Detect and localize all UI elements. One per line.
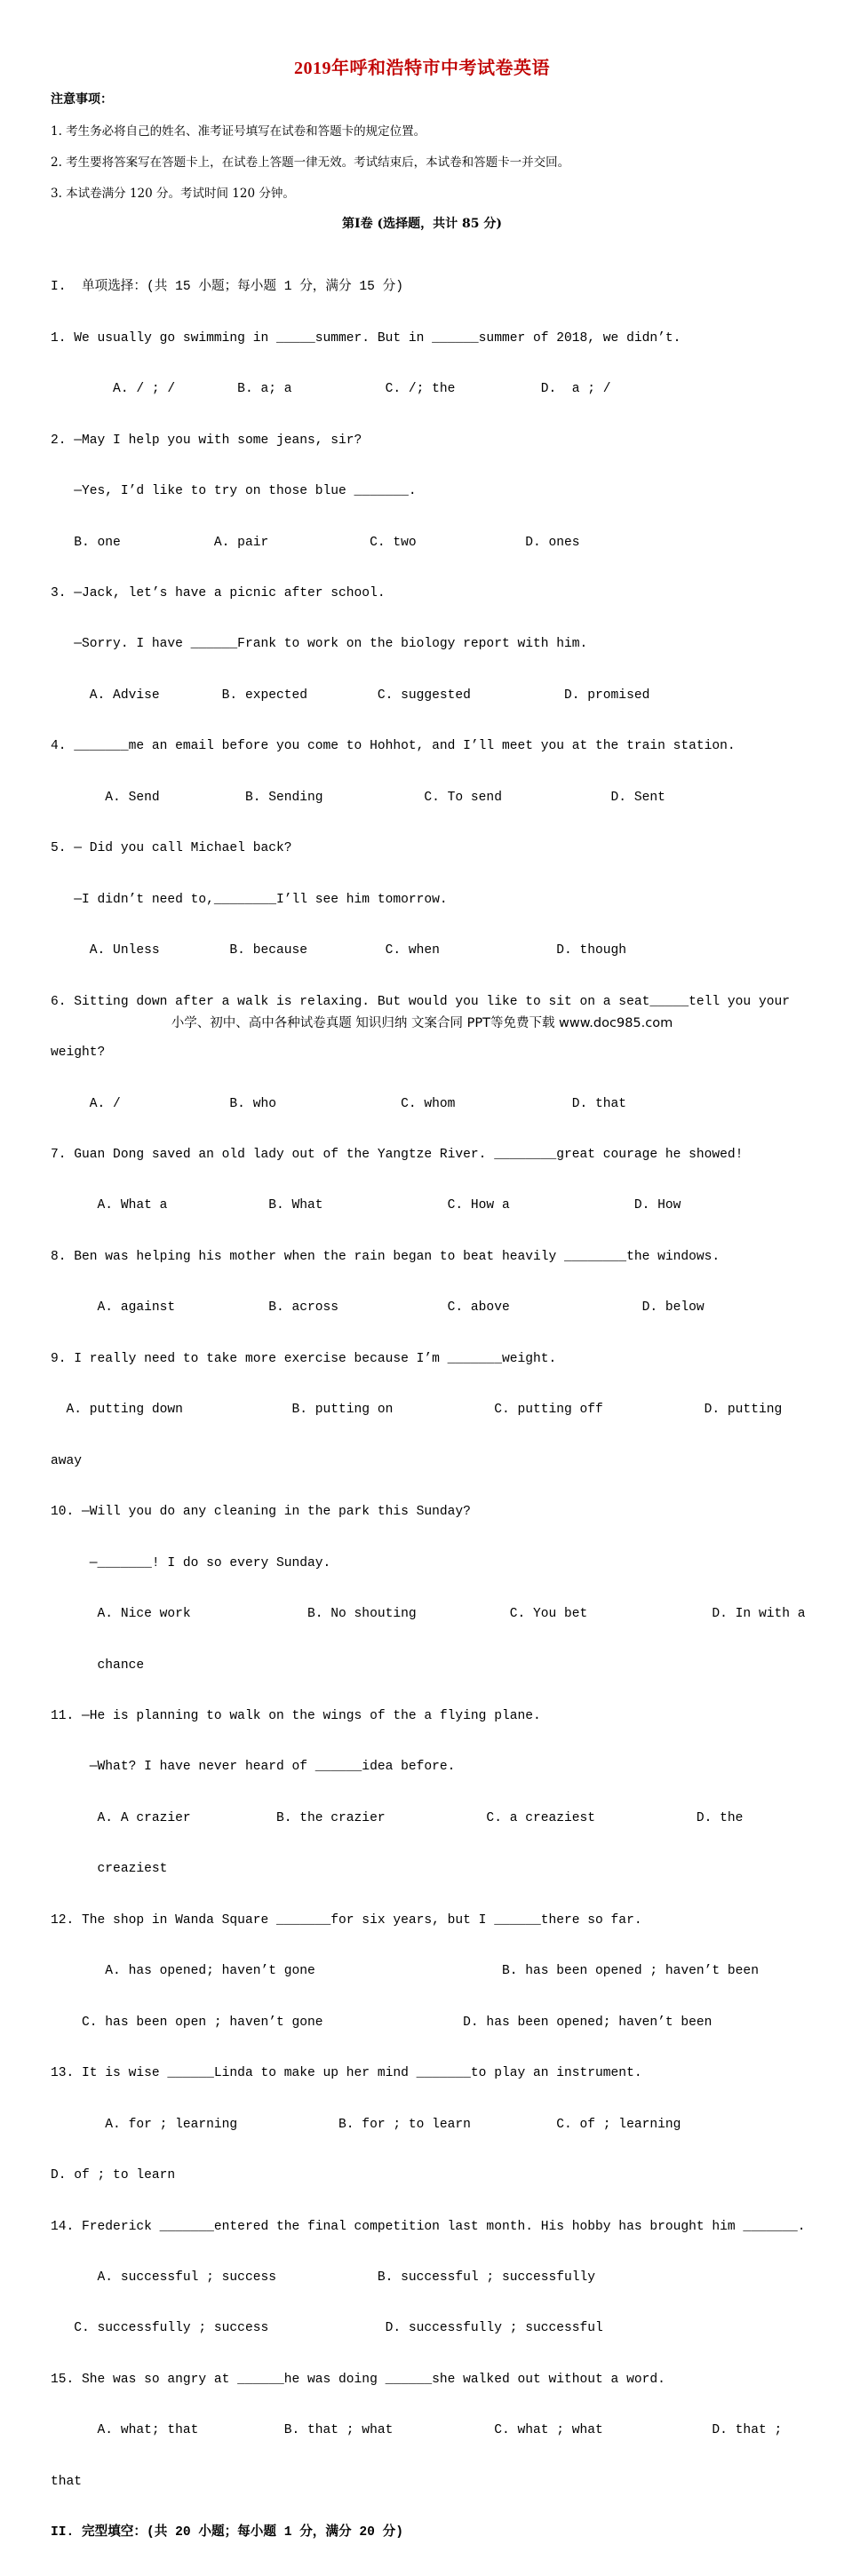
question-line: weight? xyxy=(51,1046,106,1061)
questions-block xyxy=(51,245,806,2576)
question-line: —I didn’t need to,________I’ll see him tomorrow. xyxy=(51,892,448,907)
question-line: 7. Guan Dong saved an old lady out of the Yangtze River. ________great courage he showed! xyxy=(51,1148,744,1163)
question-line: 14. Frederick _______entered the final competition last month. His hobby has brought him _______. xyxy=(51,2219,806,2234)
note-item: 1. 考生务必将自己的姓名、准考证号填写在试卷和答题卡的规定位置。 xyxy=(51,124,426,139)
question-line: D. of ; to learn xyxy=(51,2168,176,2183)
question-line: C. successfully ; success D. successfully ; successful xyxy=(51,2321,603,2336)
question-line: creaziest xyxy=(51,1862,168,1877)
question-line: 3. —Jack, let’s have a picnic after school. xyxy=(51,586,386,601)
question-line: A. / ; / B. a; a C. /; the D. a ; / xyxy=(51,382,611,397)
question-line: 6. Sitting down after a walk is relaxing. But would you like to sit on a seat_____tell you your xyxy=(51,994,790,1009)
question-line: A. successful ; success B. successful ; successfully xyxy=(51,2270,596,2285)
question-line: A. A crazier B. the crazier C. a creaziest D. the xyxy=(51,1810,744,1825)
question-line: A. Advise B. expected C. suggested D. promised xyxy=(51,688,650,703)
question-line: —Yes, I’d like to try on those blue _______. xyxy=(51,484,417,499)
question-line: 11. —He is planning to walk on the wings of the a flying plane. xyxy=(51,1709,541,1723)
question-line: A. Nice work B. No shouting C. You bet D. In with a xyxy=(51,1607,806,1622)
question-line: away xyxy=(51,1453,83,1468)
question-line: 4. _______me an email before you come to Hohhot, and I’ll meet you at the train station. xyxy=(51,739,736,754)
part2-heading: II. 完型填空：(共 20 小题；每小题 1 分，满分 20 分) xyxy=(51,2525,403,2540)
question-line: A. Send B. Sending C. To send D. Sent xyxy=(51,790,665,805)
question-line: that xyxy=(51,2474,83,2489)
question-line: 13. It is wise ______Linda to make up her mind _______to play an instrument. xyxy=(51,2066,642,2081)
question-line: 8. Ben was helping his mother when the rain began to beat heavily ________the windows. xyxy=(51,1249,721,1264)
question-line: C. has been open ; haven’t gone D. has been opened; haven’t been xyxy=(51,2015,713,2030)
question-line: chance xyxy=(51,1658,145,1673)
question-line: A. Unless B. because C. when D. though xyxy=(51,943,627,958)
question-line: A. for ; learning B. for ; to learn C. of ; learning xyxy=(51,2117,681,2132)
question-line: A. putting down B. putting on C. putting off D. putting xyxy=(51,1403,783,1418)
question-line: A. / B. who C. whom D. that xyxy=(51,1096,627,1111)
question-line: —What? I have never heard of ______idea before. xyxy=(51,1760,456,1775)
question-line: B. one A. pair C. two D. ones xyxy=(51,535,580,550)
question-line: 15. She was so angry at ______he was doing ______she walked out without a word. xyxy=(51,2372,665,2387)
question-line: —Sorry. I have ______Frank to work on the biology report with him. xyxy=(51,637,588,652)
question-line: 2. —May I help you with some jeans, sir? xyxy=(51,433,362,448)
question-line: A. has opened; haven’t gone B. has been opened ; haven’t been xyxy=(51,1964,759,1979)
section-heading: 第Ⅰ卷 (选择题，共计 85 分) xyxy=(342,217,502,231)
question-line: 9. I really need to take more exercise because I’m _______weight. xyxy=(51,1351,557,1366)
question-line: 12. The shop in Wanda Square _______for six years, but I ______there so far. xyxy=(51,1912,642,1928)
question-line: A. What a B. What C. How a D. How xyxy=(51,1198,681,1213)
question-line: I. 单项选择：(共 15 小题；每小题 1 分，满分 15 分) xyxy=(51,280,403,295)
question-line: 5. — Did you call Michael back? xyxy=(51,841,292,856)
note-item: 2. 考生要将答案写在答题卡上，在试卷上答题一律无效。考试结束后，本试卷和答题卡一并交回。 xyxy=(51,155,570,170)
question-line: 10. —Will you do any cleaning in the park this Sunday? xyxy=(51,1505,471,1520)
question-line: A. against B. across C. above D. below xyxy=(51,1300,705,1316)
question-line: A. what; that B. that ; what C. what ; what D. that ; xyxy=(51,2423,783,2438)
footer-banner: 小学、初中、高中各种试卷真题 知识归纳 文案合同 PPT等免费下载 www.doc985.com xyxy=(171,1016,673,1030)
notes-heading: 注意事项： xyxy=(51,92,113,107)
note-item: 3. 本试卷满分 120 分。考试时间 120 分钟。 xyxy=(51,187,295,201)
exam-title: 2019年呼和浩特市中考试卷英语 xyxy=(294,59,550,78)
question-line: —_______! I do so every Sunday. xyxy=(51,1555,331,1570)
question-line: 1. We usually go swimming in _____summer. But in ______summer of 2018, we didn’t. xyxy=(51,330,681,346)
